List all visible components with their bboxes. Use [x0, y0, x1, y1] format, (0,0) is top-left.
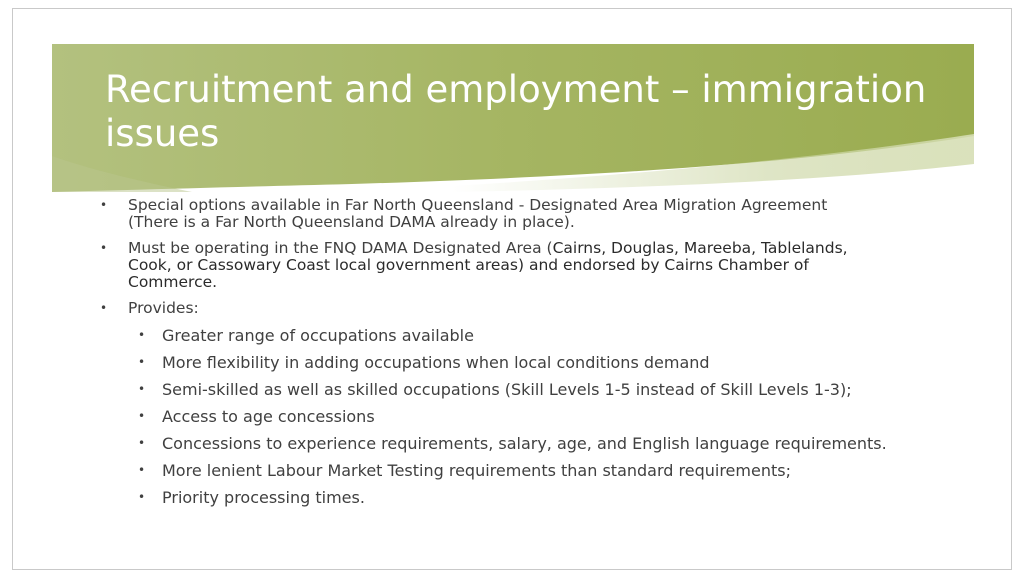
sub-bullet-item	[138, 326, 952, 345]
bullet-item	[100, 299, 918, 317]
bullet-icon: •	[138, 328, 146, 342]
bullet-icon: •	[100, 198, 108, 212]
sub-bullet-text: Access to age concessions	[162, 407, 375, 426]
sub-bullet-text: Concessions to experience requirements, salary, age, and English language requirements.	[162, 434, 887, 453]
bullet-text-line: Special options available in Far North Queensland - Designated Area Migration Agreement	[128, 196, 828, 214]
bullet-text-line	[128, 240, 918, 257]
bullet-text-part: Cairns, Douglas, Mareeba, Tablelands,	[552, 239, 848, 257]
sub-bullet-text: Greater range of occupations available	[162, 326, 474, 345]
bullet-text-line: Provides:	[128, 299, 199, 317]
bullet-icon: •	[100, 241, 108, 255]
sub-bullet-text: More lenient Labour Market Testing requirements than standard requirements;	[162, 461, 791, 480]
bullet-text-line: (There is a Far North Queensland DAMA already in place).	[128, 213, 575, 231]
sub-bullet-item	[138, 488, 952, 507]
sub-bullet-item	[138, 434, 952, 453]
bullet-icon: •	[138, 463, 146, 477]
sub-bullet-item	[138, 380, 952, 399]
bullet-text-part: Must be operating in the FNQ DAMA Designated Area (	[128, 239, 553, 257]
bullet-item	[100, 196, 918, 231]
bullet-icon: •	[138, 436, 146, 450]
slide-title: Recruitment and employment – immigration issues	[105, 68, 927, 155]
bullet-icon: •	[138, 382, 146, 396]
bullet-text-line: Cook, or Cassowary Coast local government areas) and endorsed by Cairns Chamber of	[128, 256, 809, 274]
sub-bullet-text: Semi-skilled as well as skilled occupations (Skill Levels 1-5 instead of Skill Levels 1-3);	[162, 380, 852, 399]
bullet-icon: •	[138, 355, 146, 369]
sub-bullet-item	[138, 353, 952, 372]
sub-bullet-item	[138, 407, 952, 426]
bullet-icon: •	[100, 301, 108, 315]
bullet-item	[100, 239, 918, 291]
sub-bullet-item	[138, 461, 952, 480]
bullet-icon: •	[138, 490, 146, 504]
bullet-text-line: Commerce.	[128, 273, 218, 291]
bullet-icon: •	[138, 409, 146, 423]
sub-bullet-text: Priority processing times.	[162, 488, 365, 507]
slide-content	[0, 192, 1024, 532]
sub-bullet-text: More flexibility in adding occupations when local conditions demand	[162, 353, 710, 372]
